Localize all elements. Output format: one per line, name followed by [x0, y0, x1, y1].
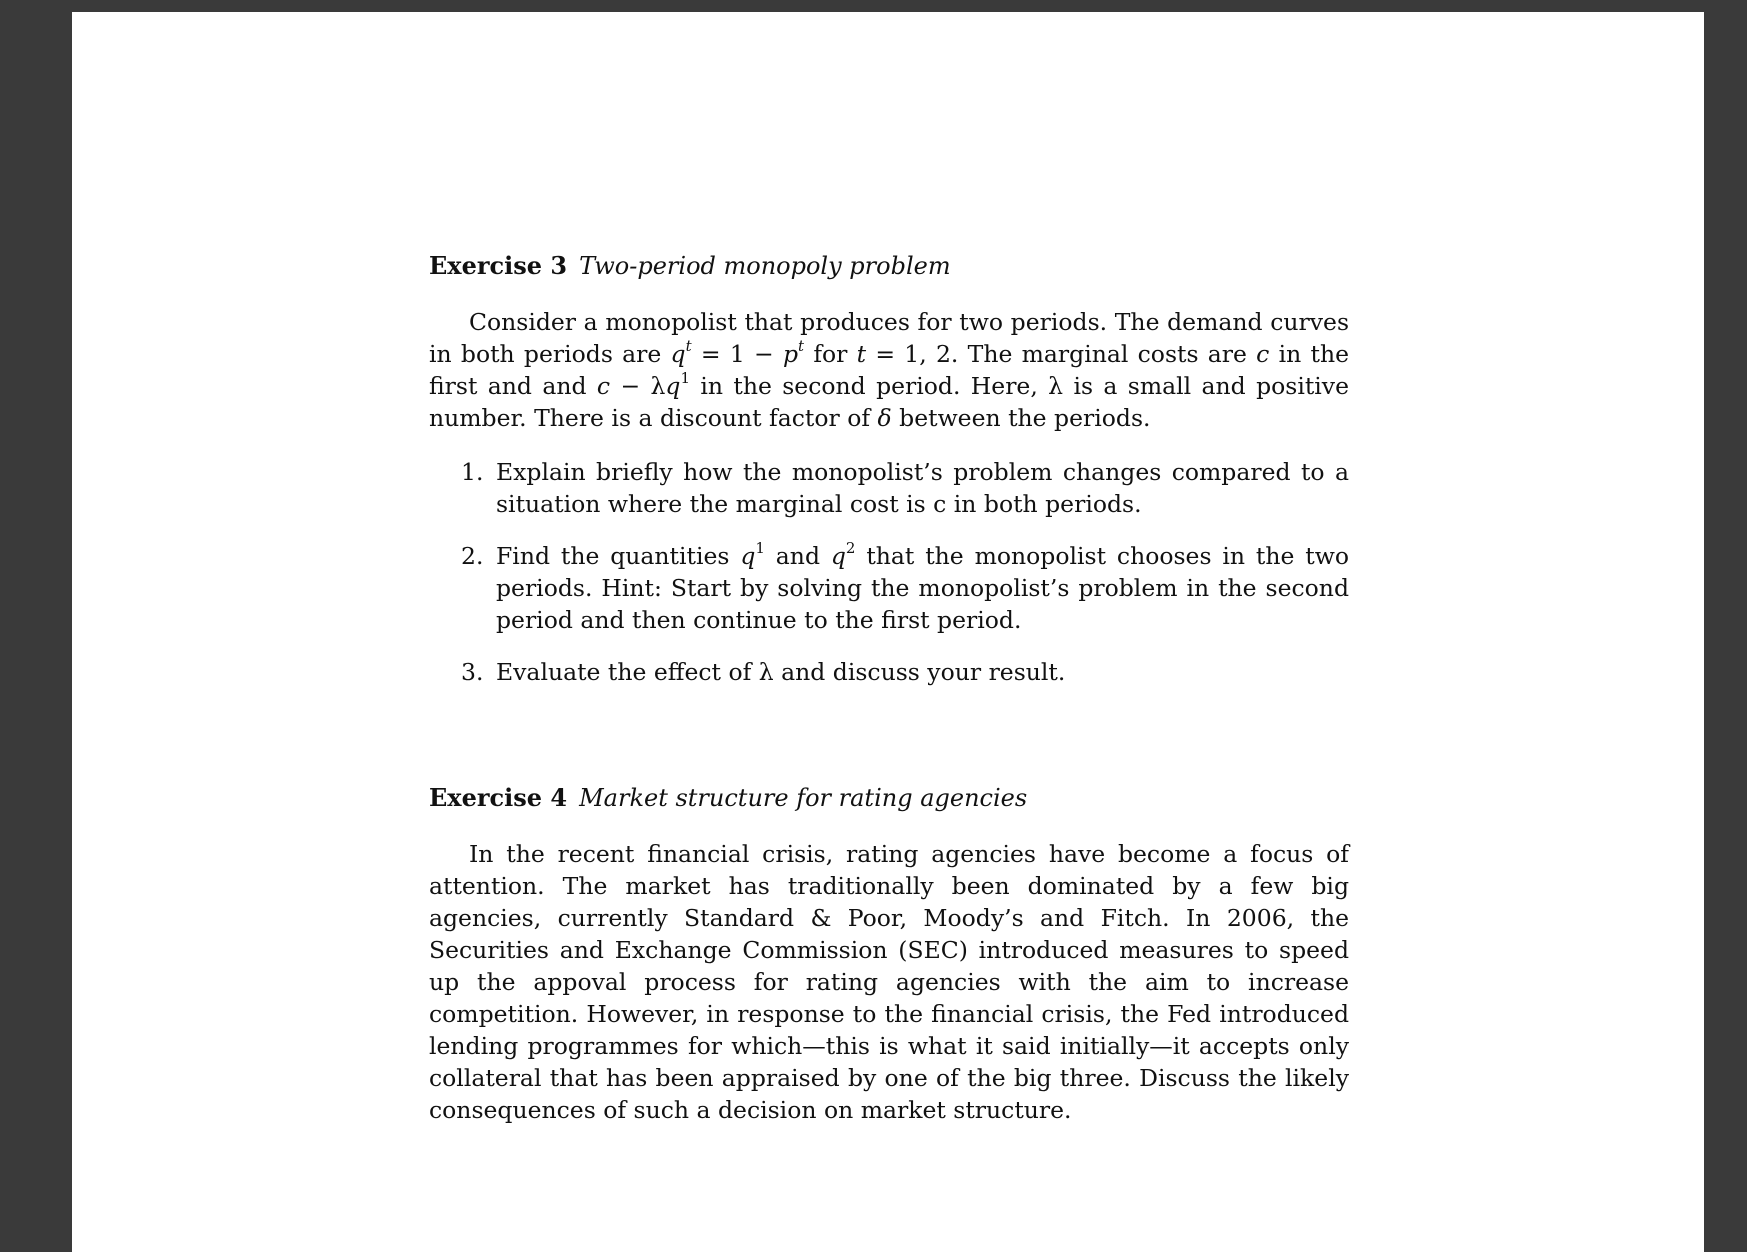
exercise-4-number: Exercise 4	[429, 783, 568, 812]
exercise-3-tasks	[429, 456, 1349, 688]
task-2-sup2: 2	[845, 539, 856, 558]
viewer-top-bar	[0, 0, 1747, 12]
section-spacer	[429, 708, 1349, 782]
task-2-text-c: that the monopolist chooses in the two periods. Hint: Start by solving the monopolist’s problem in the second period and then continue to the first period.	[496, 542, 1349, 634]
intro-c: c	[1256, 340, 1270, 368]
intro-text-6: between the periods.	[891, 404, 1151, 432]
task-2-text-a: Find the quantities	[496, 542, 741, 570]
intro-q: q	[670, 340, 686, 368]
task-marker-2: 2.	[461, 542, 484, 570]
task-marker-1: 1.	[461, 458, 484, 486]
task-2-q2: q	[830, 542, 846, 570]
exercise-3-title: Two-period monopoly problem	[579, 252, 951, 280]
task-marker-3: 3.	[461, 658, 484, 686]
intro-text-2: for	[804, 340, 857, 368]
task-item-3	[429, 656, 1349, 688]
task-2-text-b: and	[764, 542, 831, 570]
intro-q1: q	[665, 372, 681, 400]
page-content	[429, 250, 1349, 1126]
exercise-4-body: In the recent financial crisis, rating agencies have become a focus of attention. The market has traditionally been dominated by a few big agencies, currently Standard & Poor, Moody’s and Fitch. In 2006, the Securities and Exchange Commission (SEC) introduced measures to speed up the appoval process for rating agencies with the aim to increase competition. However, in response to the financial crisis, the Fed introduced lending programmes for which—this is what it said initially—it accepts only collateral that has been appraised by one of the big three. Discuss the likely consequences of such a decision on market structure.	[429, 840, 1349, 1124]
exercise-4-title: Market structure for rating agencies	[579, 784, 1028, 812]
task-2-q1: q	[740, 542, 756, 570]
intro-c2: c	[596, 372, 611, 400]
task-2-sup1: 1	[755, 539, 765, 558]
intro-text-4: in the first and and	[429, 340, 1349, 400]
intro-minus-lambda: − λ	[610, 372, 666, 400]
exercise-3-heading	[429, 250, 1349, 282]
exercise-3-intro	[429, 306, 1349, 434]
intro-t: t	[856, 340, 867, 368]
intro-eq: = 1 −	[691, 340, 783, 368]
intro-text-5: in the second period. Here, λ is a small and positive number. There is a discount factor of	[429, 372, 1349, 432]
task-text-3: Evaluate the effect of λ and discuss your result.	[496, 658, 1066, 686]
task-item-2	[429, 540, 1349, 636]
intro-text-1: Consider a monopolist that produces for two periods. The demand curves in both periods are	[429, 308, 1349, 368]
intro-sup-t2: t	[798, 337, 805, 356]
document-page	[72, 12, 1704, 1252]
intro-sup-1: 1	[680, 369, 690, 388]
intro-delta: δ	[877, 404, 892, 432]
intro-text-3: = 1, 2. The marginal costs are	[866, 340, 1257, 368]
exercise-3-number: Exercise 3	[429, 251, 568, 280]
exercise-4-heading	[429, 782, 1349, 814]
task-text-1: Explain briefly how the monopolist’s problem changes compared to a situation where the marginal cost is c in both periods.	[496, 458, 1349, 518]
intro-sup-t: t	[685, 337, 692, 356]
intro-p: p	[782, 340, 799, 368]
task-item-1	[429, 456, 1349, 520]
